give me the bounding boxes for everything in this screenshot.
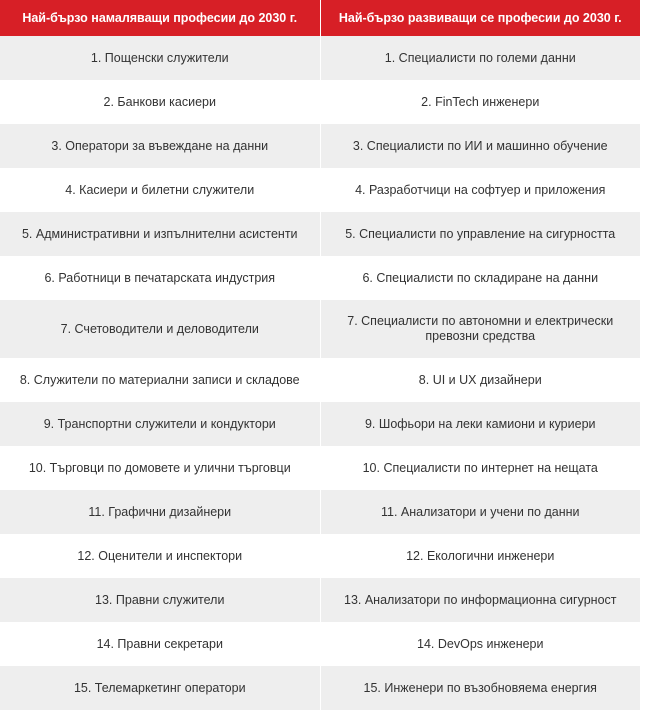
declining-cell: 13. Правни служители	[0, 578, 320, 622]
growing-cell: 1. Специалисти по големи данни	[320, 36, 640, 80]
table-body	[0, 36, 640, 710]
growing-cell: 5. Специалисти по управление на сигурността	[320, 212, 640, 256]
table-row	[0, 256, 640, 300]
table-header	[0, 0, 640, 36]
growing-cell: 14. DevOps инженери	[320, 622, 640, 666]
table-row	[0, 300, 640, 358]
declining-cell: 11. Графични дизайнери	[0, 490, 320, 534]
declining-cell: 14. Правни секретари	[0, 622, 320, 666]
declining-cell: 5. Административни и изпълнителни асистенти	[0, 212, 320, 256]
table-row	[0, 578, 640, 622]
declining-cell: 4. Касиери и билетни служители	[0, 168, 320, 212]
declining-cell: 3. Оператори за въвеждане на данни	[0, 124, 320, 168]
declining-cell: 1. Пощенски служители	[0, 36, 320, 80]
declining-cell: 6. Работници в печатарската индустрия	[0, 256, 320, 300]
table-row	[0, 622, 640, 666]
growing-cell: 8. UI и UX дизайнери	[320, 358, 640, 402]
growing-cell: 12. Екологични инженери	[320, 534, 640, 578]
header-growing: Най-бързо развиващи се професии до 2030 г.	[320, 0, 640, 36]
table-row	[0, 446, 640, 490]
declining-cell: 12. Оценители и инспектори	[0, 534, 320, 578]
table-row	[0, 80, 640, 124]
growing-cell: 13. Анализатори по информационна сигурност	[320, 578, 640, 622]
table-row	[0, 358, 640, 402]
growing-cell: 6. Специалисти по складиране на данни	[320, 256, 640, 300]
table-row	[0, 36, 640, 80]
table-row	[0, 168, 640, 212]
growing-cell: 11. Анализатори и учени по данни	[320, 490, 640, 534]
table-row	[0, 212, 640, 256]
growing-cell: 15. Инженери по възобновяема енергия	[320, 666, 640, 710]
growing-cell: 3. Специалисти по ИИ и машинно обучение	[320, 124, 640, 168]
declining-cell: 7. Счетоводители и деловодители	[0, 300, 320, 358]
table-row	[0, 402, 640, 446]
header-row	[0, 0, 640, 36]
table-row	[0, 666, 640, 710]
growing-cell: 9. Шофьори на леки камиони и куриери	[320, 402, 640, 446]
declining-cell: 8. Служители по материални записи и складове	[0, 358, 320, 402]
declining-cell: 9. Транспортни служители и кондуктори	[0, 402, 320, 446]
declining-cell: 2. Банкови касиери	[0, 80, 320, 124]
header-declining: Най-бързо намаляващи професии до 2030 г.	[0, 0, 320, 36]
growing-cell: 7. Специалисти по автономни и електрически превозни средства	[320, 300, 640, 358]
table-row	[0, 534, 640, 578]
declining-cell: 15. Телемаркетинг оператори	[0, 666, 320, 710]
table-row	[0, 124, 640, 168]
declining-cell: 10. Търговци по домовете и улични търговци	[0, 446, 320, 490]
growing-cell: 10. Специалисти по интернет на нещата	[320, 446, 640, 490]
table-row	[0, 490, 640, 534]
growing-cell: 2. FinTech инженери	[320, 80, 640, 124]
growing-cell: 4. Разработчици на софтуер и приложения	[320, 168, 640, 212]
